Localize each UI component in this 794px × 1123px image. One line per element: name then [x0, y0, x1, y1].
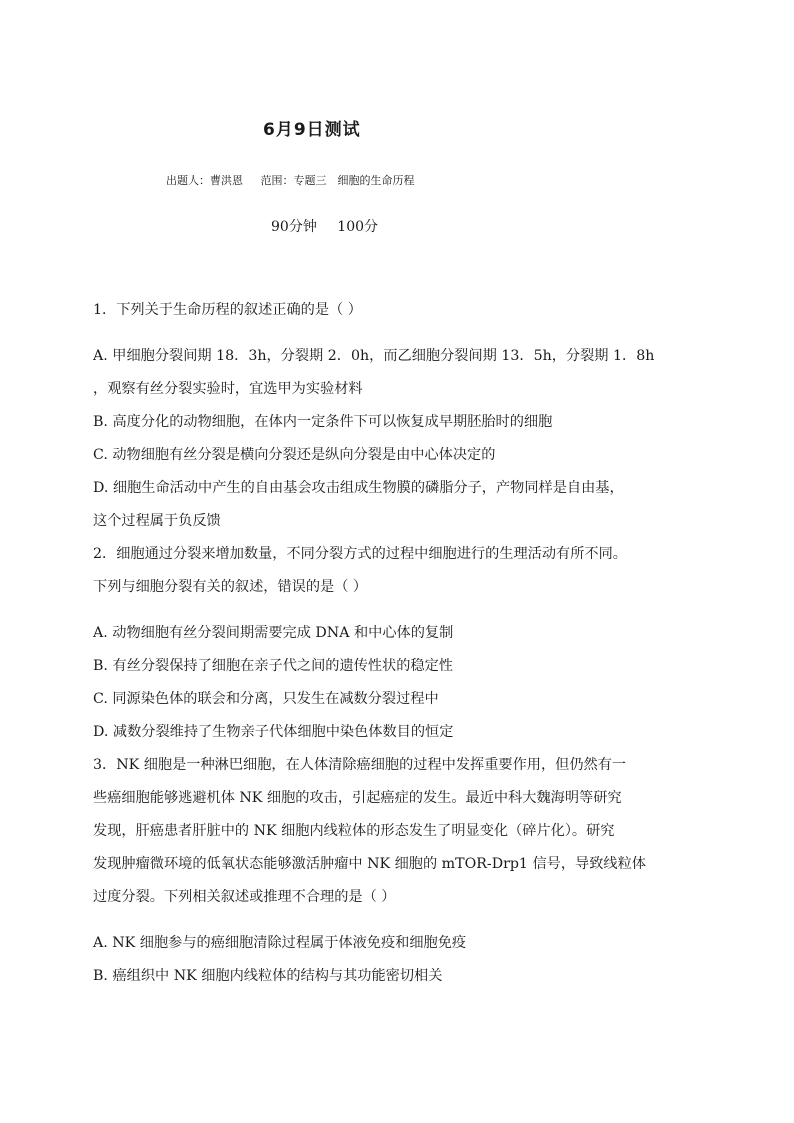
question-2-option-d: D. 减数分裂维持了生物亲子代体细胞中染色体数目的恒定	[93, 724, 454, 740]
question-1-stem: 1．下列关于生命历程的叙述正确的是（ ）	[93, 302, 362, 318]
page-title: 6月9日测试	[263, 120, 361, 140]
exam-meta	[166, 172, 429, 188]
question-2-stem: 2．细胞通过分裂来增加数量，不同分裂方式的过程中细胞进行的生理活动有所不同。	[93, 546, 627, 562]
question-1-option-d: D. 细胞生命活动中产生的自由基会攻击组成生物膜的磷脂分子，产物同样是自由基，	[93, 480, 624, 496]
question-3-stem-cont-1: 些癌细胞能够逃避机体 NK 细胞的攻击，引起癌症的发生。最近中科大魏海明等研究	[93, 790, 622, 806]
question-3-option-a: A. NK 细胞参与的癌细胞清除过程属于体液免疫和细胞免疫	[93, 935, 467, 951]
question-1-option-d-cont: 这个过程属于负反馈	[93, 513, 221, 529]
time-label: 90分钟	[271, 219, 317, 235]
question-1-option-b: B. 高度分化的动物细胞，在体内一定条件下可以恢复成早期胚胎时的细胞	[93, 414, 553, 430]
question-1-option-a: A. 甲细胞分裂间期 18．3h，分裂期 2．0h，而乙细胞分裂间期 13．5h，分裂期 1．8h	[93, 348, 655, 364]
author-label: 出题人：曹洪恩	[166, 174, 243, 187]
question-3-option-b: B. 癌组织中 NK 细胞内线粒体的结构与其功能密切相关	[93, 968, 443, 984]
scope-label: 范围：专题三 细胞的生命历程	[260, 174, 415, 187]
question-2-option-c: C. 同源染色体的联会和分离，只发生在减数分裂过程中	[93, 691, 439, 707]
question-2-option-b: B. 有丝分裂保持了细胞在亲子代之间的遗传性状的稳定性	[93, 658, 453, 674]
question-3-stem: 3．NK 细胞是一种淋巴细胞，在人体清除癌细胞的过程中发挥重要作用，但仍然有一	[93, 757, 627, 773]
question-2-option-a: A. 动物细胞有丝分裂间期需要完成 DNA 和中心体的复制	[93, 625, 454, 641]
question-3-stem-cont-3: 发现肿瘤微环境的低氧状态能够激活肿瘤中 NK 细胞的 mTOR-Drp1 信号，导致线粒体	[93, 856, 646, 872]
question-2-stem-cont: 下列与细胞分裂有关的叙述，错误的是（ ）	[93, 579, 368, 595]
question-3-stem-cont-4: 过度分裂。下列相关叙述或推理不合理的是（ ）	[93, 889, 396, 905]
question-3-stem-cont-2: 发现，肝癌患者肝脏中的 NK 细胞内线粒体的形态发生了明显变化（碎片化）。研究	[93, 823, 615, 839]
question-1-option-a-cont: ，观察有丝分裂实验时，宜选甲为实验材料	[93, 381, 363, 397]
exam-duration	[271, 216, 394, 236]
score-label: 100分	[337, 219, 379, 235]
question-1-option-c: C. 动物细胞有丝分裂是横向分裂还是纵向分裂是由中心体决定的	[93, 447, 496, 463]
